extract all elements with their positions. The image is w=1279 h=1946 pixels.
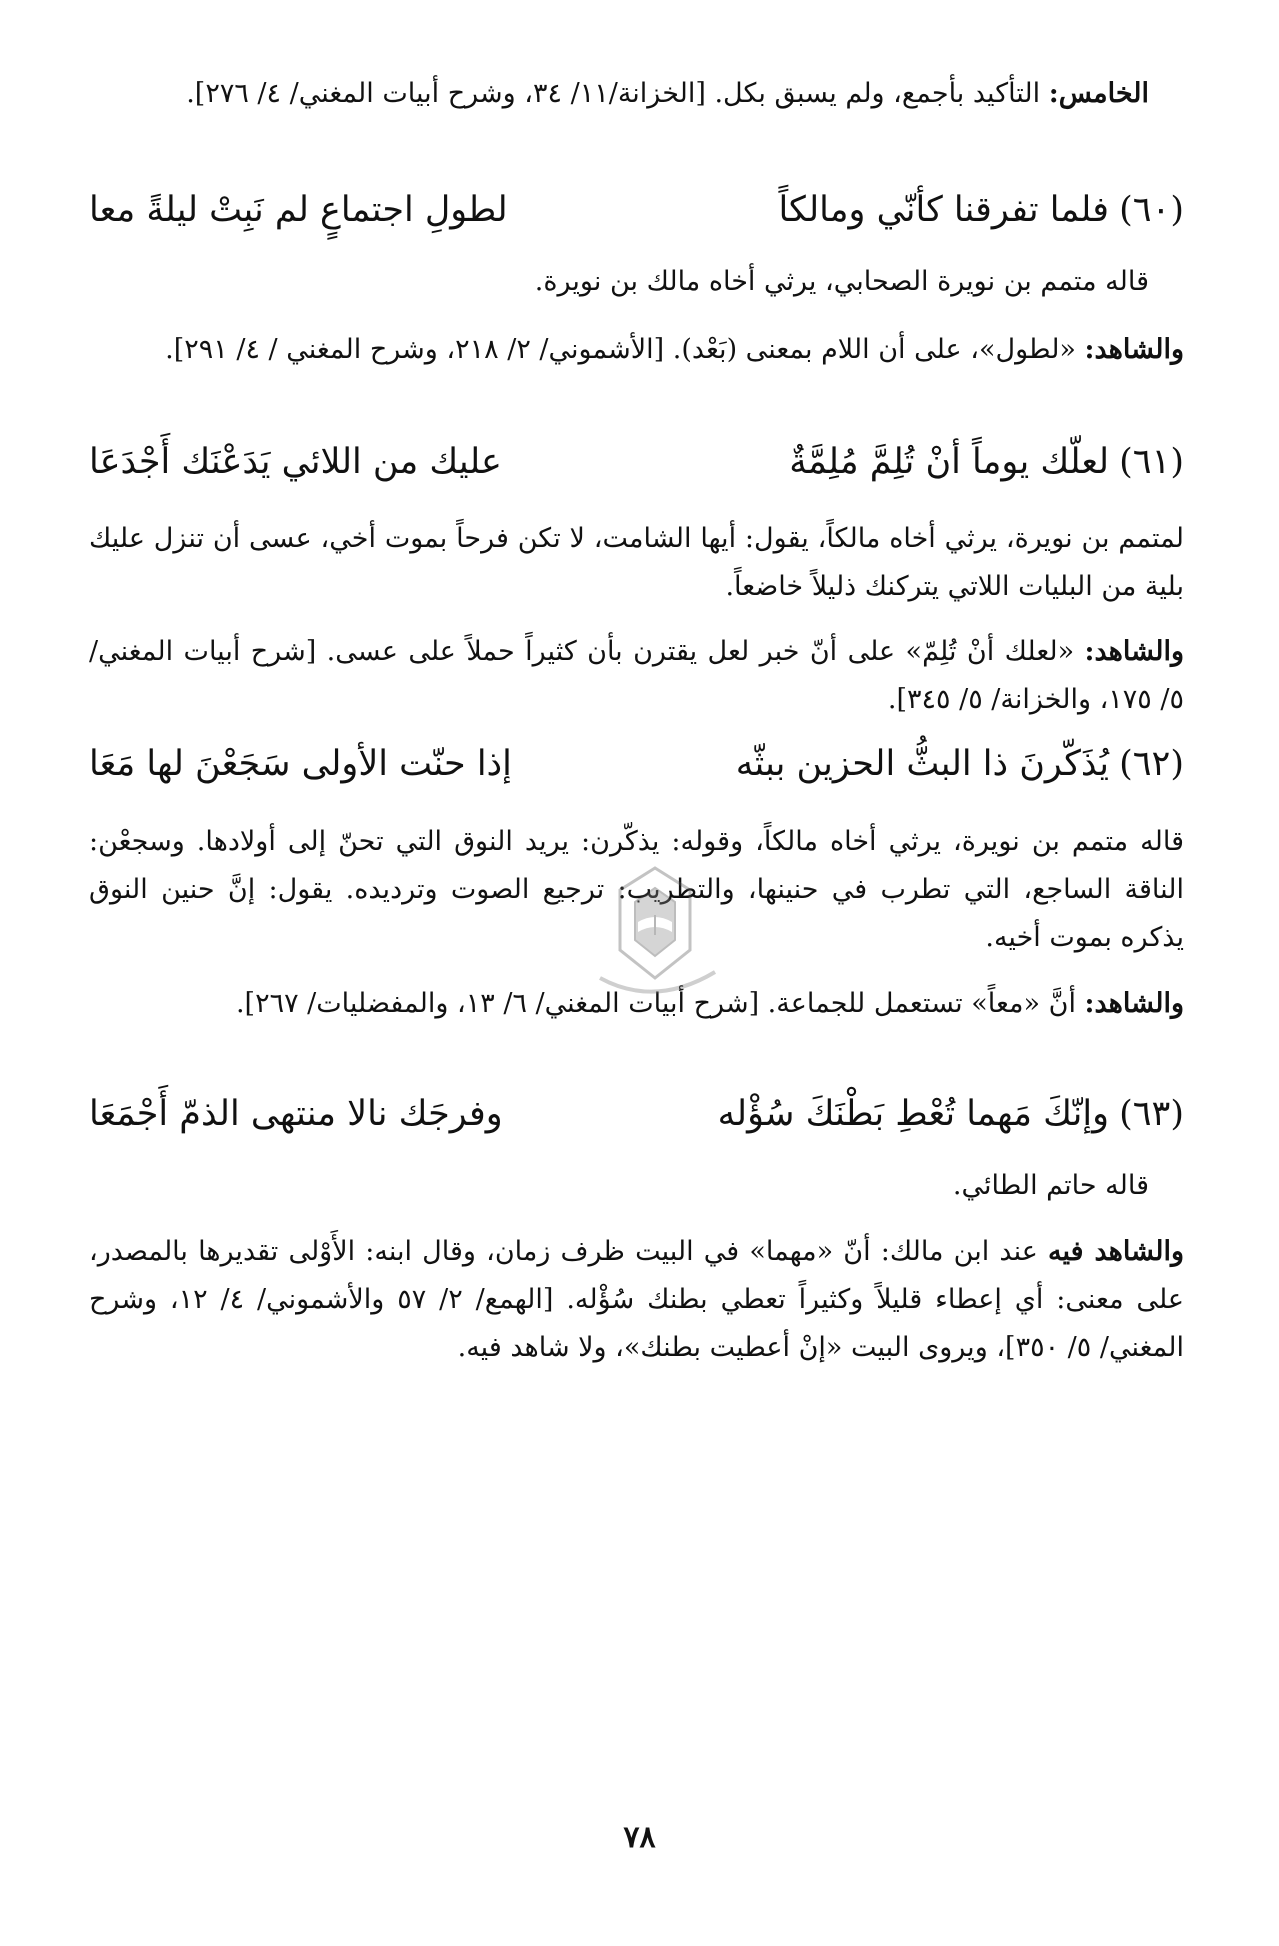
verse-number: (٦١) <box>1119 442 1184 482</box>
paragraph-explanation-61 <box>89 515 1184 611</box>
paragraph-text: عند ابن مالك: أنّ «مهما» في البيت ظرف زمان، وقال ابنه: الأَوْلى تقديرها بالمصدر، على معنى: أي إعطاء قليلاً وكثيراً تعطي بطنك سُؤْله. [الهمع/ ٢/ ٥٧ والأشموني/ ٤/ ١٢، وشرح المغني/ ٥/ ٣٥٠]، ويروى البيت «إنْ أعطيت بطنك»، ولا شاهد فيه. <box>89 1236 1184 1363</box>
paragraph-attribution-60 <box>89 258 1149 306</box>
paragraph-evidence-60 <box>89 326 1184 422</box>
verse-first-hemistich: لعلّك يوماً أنْ تُلِمَّ مُلِمَّةٌ <box>789 442 1109 482</box>
verse-first-hemistich: فلما تفرقنا كأنّي ومالكاً <box>778 190 1109 230</box>
page-number: ٧٨ <box>623 1820 656 1855</box>
paragraph-lead: والشاهد: <box>1084 988 1184 1019</box>
verse-first-hemistich: وإنّكَ مَهما تُعْطِ بَطْنَكَ سُؤْله <box>717 1094 1109 1134</box>
paragraph-text: «لعلك أنْ تُلِمّ» على أنّ خبر لعل يقترن بأن كثيراً حملاً على عسى. [شرح أبيات المغني/ ٥/ ١٧٥، والخزانة/ ٥/ ٣٤٥]. <box>89 636 1184 715</box>
paragraph-attribution-63 <box>89 1162 1149 1210</box>
verse-number: (٦٢) <box>1119 744 1184 784</box>
paragraph-lead: الخامس: <box>1048 78 1149 109</box>
paragraph-evidence-63 <box>89 1228 1184 1420</box>
paragraph-text: لمتمم بن نويرة، يرثي أخاه مالكاً، يقول: أيها الشامت، لا تكن فرحاً بموت أخي، عسى أن تنزل عليك بلية من البليات اللاتي يتركنك ذليلاً خاضعاً. <box>89 523 1184 602</box>
verse-63 <box>89 1084 1184 1144</box>
paragraph-lead: والشاهد: <box>1084 636 1184 667</box>
paragraph-text: التأكيد بأجمع، ولم يسبق بكل. [الخزانة/١١/ ٣٤، وشرح أبيات المغني/ ٤/ ٢٧٦]. <box>186 78 1049 109</box>
paragraph-note-59-fifth <box>89 70 1149 166</box>
verse-first-hemistich: يُذَكّرنَ ذا البثُّ الحزين ببثّه <box>735 744 1109 784</box>
paragraph-text: قاله متمم بن نويرة الصحابي، يرثي أخاه مالك بن نويرة. <box>534 266 1149 297</box>
verse-number: (٦٠) <box>1119 190 1184 230</box>
library-watermark-stamp <box>580 860 730 1010</box>
verse-second-hemistich: لطولِ اجتماعٍ لم نَبِتْ ليلةً معا <box>89 190 508 230</box>
verse-61 <box>89 432 1184 492</box>
verse-number: (٦٣) <box>1119 1094 1184 1134</box>
paragraph-text: قاله حاتم الطائي. <box>952 1170 1149 1201</box>
verse-second-hemistich: وفرجَك نالا منتهى الذمّ أَجْمَعَا <box>89 1094 503 1134</box>
verse-second-hemistich: عليك من اللائي يَدَعْنَك أَجْدَعَا <box>89 442 502 482</box>
paragraph-text: قاله متمم بن نويرة، يرثي أخاه مالكاً، وقوله: يذكّرن: يريد النوق التي تحنّ إلى أولادها. وسجعْن: الناقة الساجع، التي تطرب في حنينها، والتطريب: ترجيع الصوت وترديده. يقول: إنَّ حنين النوق يذكره بموت أخيه. <box>89 826 1184 953</box>
paragraph-text: أنَّ «معاً» تستعمل للجماعة. [شرح أبيات المغني/ ٦/ ١٣، والمفضليات/ ٢٦٧]. <box>235 988 1085 1019</box>
verse-second-hemistich: إذا حنّت الأولى سَجَعْنَ لها مَعَا <box>89 744 512 784</box>
paragraph-lead: والشاهد فيه <box>1048 1236 1184 1267</box>
paragraph-text: «لطول»، على أن اللام بمعنى (بَعْد). [الأشموني/ ٢/ ٢١٨، وشرح المغني / ٤/ ٢٩١]. <box>165 334 1085 365</box>
verse-62 <box>89 734 1184 794</box>
paragraph-lead: والشاهد: <box>1084 334 1184 365</box>
verse-60 <box>89 180 1184 240</box>
paragraph-evidence-61 <box>89 628 1184 724</box>
